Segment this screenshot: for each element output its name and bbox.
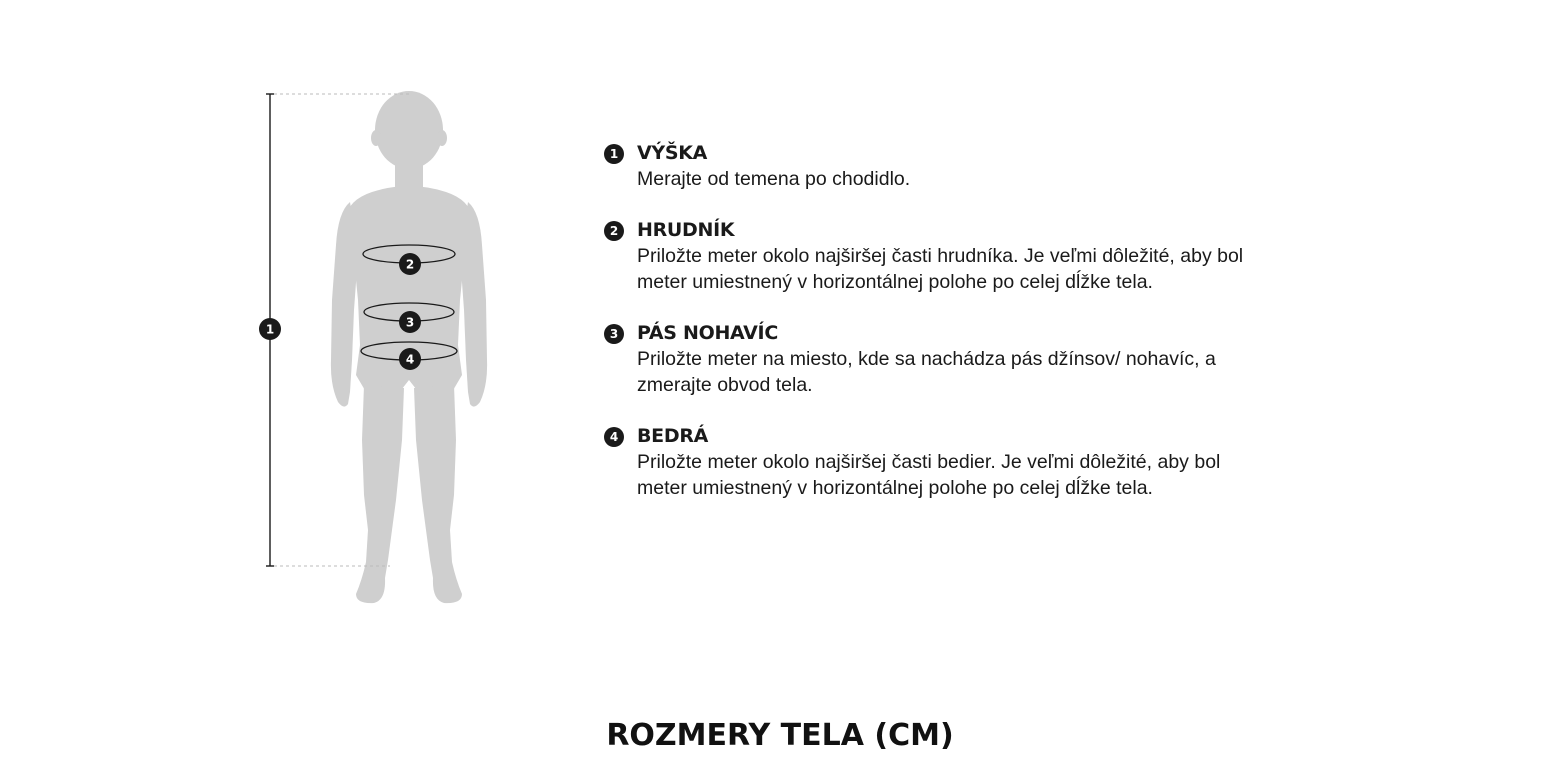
silhouette-right-ear [437,130,447,146]
silhouette-right-leg [414,385,462,603]
silhouette-head [375,91,443,169]
waist-marker-number: 3 [405,315,415,330]
height-marker-number: 1 [265,322,275,337]
child-silhouette [331,91,487,603]
chest-marker-number: 2 [405,257,415,272]
waist-marker-badge [399,311,421,333]
instruction-title: PÁS NOHAVÍC [637,321,778,344]
instruction-text: Priložte meter okolo najširšej časti hrudníka. Je veľmi dôležité, aby bol meter umiestnený v horizontálnej polohe po celej dĺžke tela. [637,244,1244,293]
instruction-chest [604,217,1264,296]
measurement-instructions [604,140,1264,526]
instruction-waist [604,320,1264,399]
instruction-number-badge: 4 [604,427,624,447]
instruction-text: Priložte meter na miesto, kde sa nachádza pás džínsov/ nohavíc, a zmerajte obvod tela. [637,347,1216,396]
instruction-hips [604,423,1264,502]
instruction-text: Priložte meter okolo najširšej časti bedier. Je veľmi dôležité, aby bol meter umiestnený v horizontálnej polohe po celej dĺžke tela. [637,450,1221,499]
instruction-number-badge: 3 [604,324,624,344]
instruction-height [604,140,1264,193]
silhouette-right-arm [460,202,487,407]
instruction-text: Merajte od temena po chodidlo. [637,168,911,190]
silhouette-left-leg [356,385,404,603]
hips-marker-badge [399,348,421,370]
hips-marker-number: 4 [405,352,415,367]
silhouette-left-ear [371,130,381,146]
chest-marker-badge [399,253,421,275]
instruction-number-badge: 2 [604,221,624,241]
instruction-number-badge: 1 [604,144,624,164]
height-marker-badge [259,318,281,340]
page-title: ROZMERY TELA (CM) [606,718,954,753]
silhouette-neck [395,160,423,190]
instruction-title: VÝŠKA [637,142,708,164]
instruction-title: BEDRÁ [637,424,709,447]
body-measurement-diagram [250,85,510,615]
silhouette-left-arm [331,202,358,407]
child-figure-svg [250,85,510,615]
instruction-title: HRUDNÍK [637,218,735,241]
